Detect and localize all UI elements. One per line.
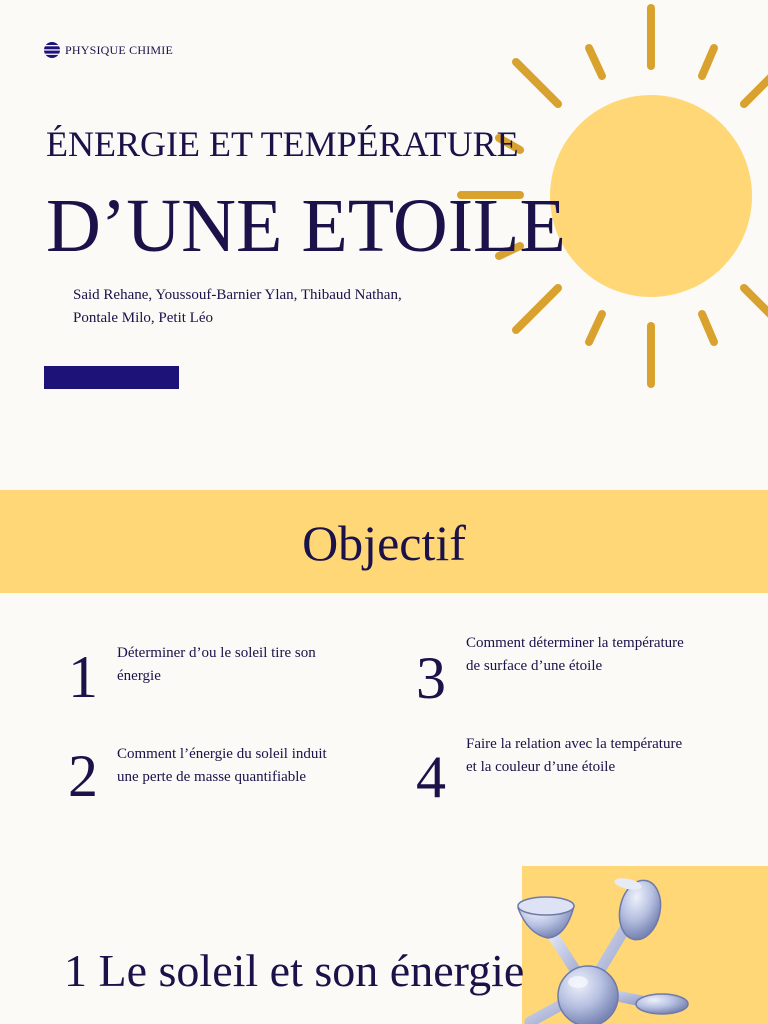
objective-text-2 [117, 743, 327, 788]
header-logo [44, 42, 173, 58]
striped-globe-icon [44, 42, 60, 58]
title-line-1: ÉNERGIE ET TEMPÉRATURE [46, 124, 519, 164]
objective-text-3-line-2: de surface d’une étoile [466, 657, 603, 674]
authors-line-1: Said Rehane, Youssouf-Barnier Ylan, Thibaud Nathan, [73, 287, 402, 303]
objective-text-3 [466, 632, 684, 677]
objective-number-3: 3 [416, 645, 446, 711]
authors-line-2: Pontale Milo, Petit Léo [73, 310, 213, 326]
objective-text-4-line-2: et la couleur d’une étoile [466, 758, 616, 775]
objective-text-1-line-2: énergie [117, 667, 161, 684]
objective-number-4: 4 [416, 744, 446, 810]
objective-number-2: 2 [68, 743, 98, 809]
title-line-2: D’UNE ETOILE [46, 184, 566, 268]
authors [73, 284, 402, 330]
logo-text: PHYSIQUE CHIMIE [65, 42, 173, 57]
objective-text-2-line-2: une perte de masse quantifiable [117, 768, 307, 785]
objective-text-3-line-1: Comment déterminer la température [466, 635, 684, 651]
objective-text-1 [117, 642, 316, 687]
section-1-title: 1 Le soleil et son énergie [64, 945, 525, 996]
objective-text-2-line-1: Comment l’énergie du soleil induit [117, 746, 327, 762]
accent-bar [44, 366, 179, 389]
objective-number-1: 1 [68, 644, 98, 710]
objective-text-1-line-1: Déterminer d’ou le soleil tire son [117, 645, 316, 661]
objectif-title: Objectif [302, 515, 466, 571]
objective-text-4 [466, 733, 682, 778]
objective-text-4-line-1: Faire la relation avec la température [466, 736, 683, 752]
